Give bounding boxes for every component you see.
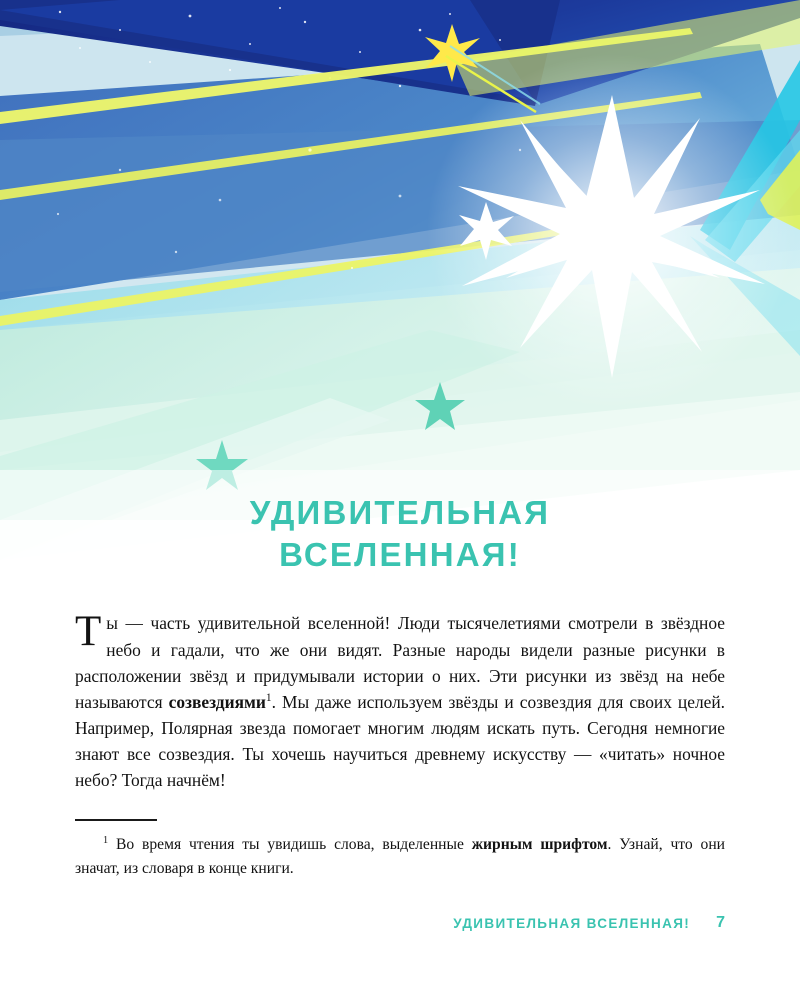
page-footer	[453, 914, 725, 932]
bold-term-sozvezdiyami: созвездиями	[168, 691, 266, 712]
drop-cap: Т	[75, 608, 102, 656]
page-title-line-2: ВСЕЛЕННАЯ!	[279, 536, 521, 574]
footnote-divider	[75, 819, 157, 821]
footnote-marker: 1	[103, 835, 109, 847]
footnote-text-before: Во время чтения ты увидишь слова, выделенные	[108, 836, 472, 854]
footnote-section	[75, 819, 725, 880]
body-paragraph	[75, 610, 725, 793]
page-title	[75, 492, 725, 576]
body-text-tail: . Мы даже используем звёзды и созвездия для своих целей. Например, Полярная звезда помогает многим людям искать путь. Сегодня немногие знают все созвездия. Ты хочешь научиться древнему искусству — «читать» ночное небо? Тогда начнём!	[75, 691, 726, 791]
footnote-marker-inline: 1	[265, 692, 272, 704]
footnote-text	[75, 833, 725, 880]
footnote-bold-term: жирным шрифтом	[471, 836, 608, 854]
body-text-lead: ы — часть удивительной вселенной! Люди тысячелетиями смотрели в звёздное небо и гадали, что же они видят. Разные народы видели разные рисунки в расположении звёзд и придумывали истории о них. Эти рисунки из звёзд на небе называются	[75, 613, 725, 712]
page-content	[75, 492, 725, 881]
footer-chapter-title: УДИВИТЕЛЬНАЯ ВСЕЛЕННАЯ!	[453, 915, 691, 931]
footnote-text-after: . Узнай, что они значат, из словаря в конце книги.	[75, 836, 726, 877]
page-title-line-1: УДИВИТЕЛЬНАЯ	[249, 494, 551, 531]
page-number: 7	[716, 914, 725, 931]
